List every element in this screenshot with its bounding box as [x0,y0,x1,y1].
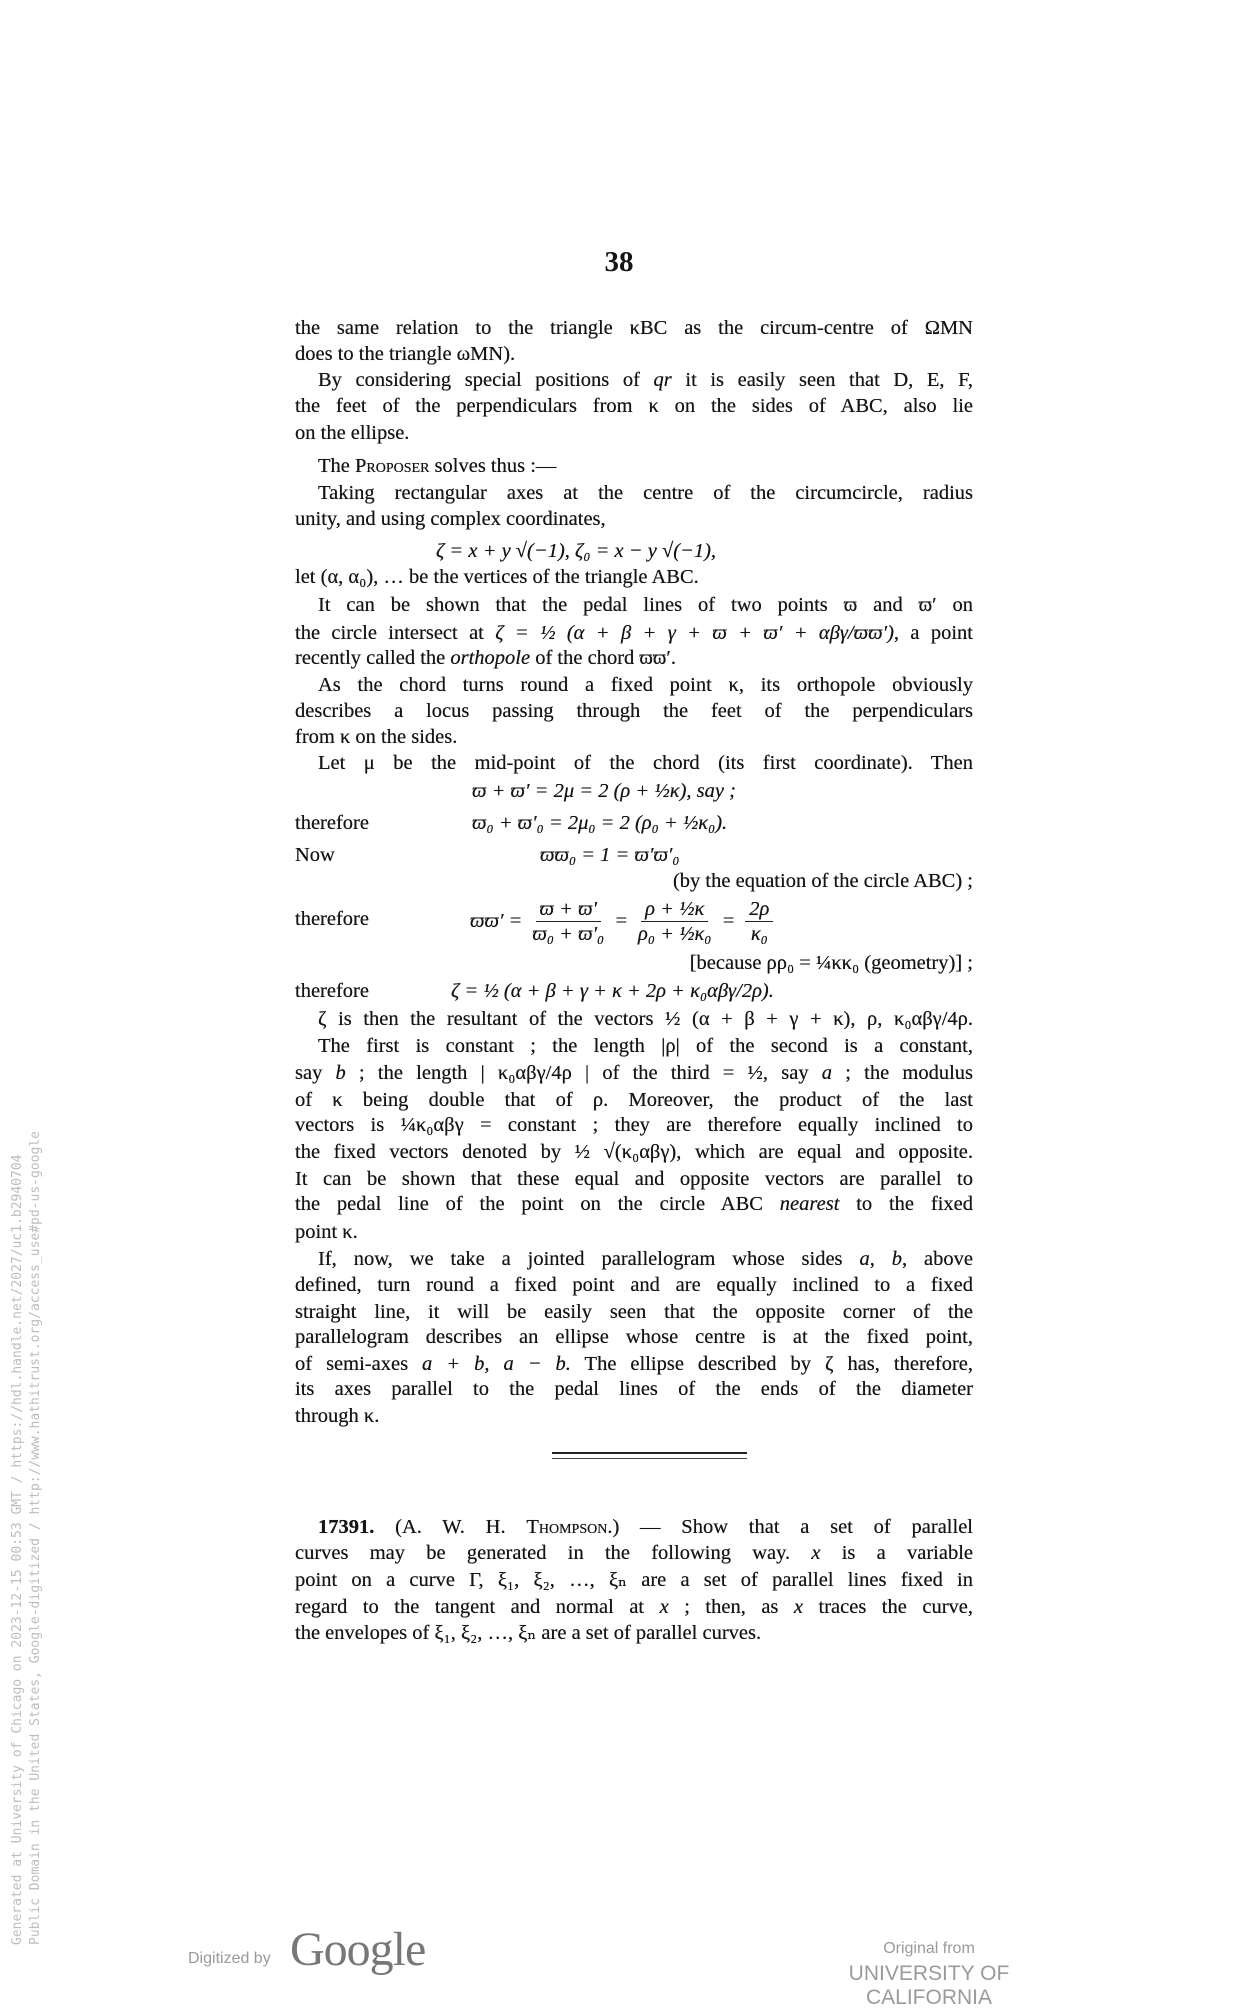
text-run: If, now, we take a jointed parallelogram whose sides [318,1248,860,1270]
text-line [295,315,973,341]
section-divider [552,1452,747,1454]
text-line [295,1006,973,1032]
text-line [295,1351,973,1377]
text-line [295,1540,973,1566]
text-line [295,724,973,750]
equation: ζ = ½ (α + β + γ + κ + 2ρ + κ₀αβγ/2ρ). [451,980,774,1002]
equation: (by the equation of the circle ABC) ; [672,870,973,892]
text-run: the pedal line of the point on the circle ABC [295,1193,780,1215]
text-run: vectors is ¼κ₀αβγ = constant ; they are therefore equally inclined to [295,1114,973,1136]
italic-run: x [659,1596,669,1618]
text-run: Let μ be the mid-point of the chord (its first coordinate). Then [318,752,973,774]
text-line [295,1594,973,1620]
text-run: does to the triangle ωMN). [295,343,516,365]
text-line [295,1191,973,1217]
text-run: let (α, α₀), … be the vertices of the triangle ABC. [295,566,699,588]
equation-line [295,978,973,1004]
equation-label: Now [295,844,335,866]
text-run: of semi-axes [295,1353,423,1375]
text-line [295,480,973,506]
text-line [295,420,973,446]
text-run: on the ellipse. [295,422,410,444]
fraction-denominator: ρ₀ + ½κ₀ [638,922,712,945]
text-line [295,1620,973,1646]
equation: ϖϖ₀ = 1 = ϖ′ϖ′₀ [540,844,680,866]
text-line [295,1299,973,1325]
italic-run: b [891,1248,903,1270]
digitized-by-label: Digitized by [188,1950,271,1967]
text-run: traces the curve, [803,1596,973,1618]
equals-sign: = [614,909,629,932]
text-run: ; the modulus [832,1062,973,1084]
text-run: unity, and using complex coordinates, [295,508,606,530]
italic-run: a + b, a − b. [422,1353,571,1375]
text-run: recently called the [295,647,451,669]
text-run: the circle intersect at [295,622,496,644]
text-line [295,1139,973,1165]
italic-run: ζ = ½ (α + β + γ + ϖ + ϖ′ + αβγ/ϖϖ′), [495,622,900,644]
text-run: ζ is then the resultant of the vectors ½ (α + β + γ + κ), ρ, κ₀αβγ/4ρ. [318,1008,973,1030]
equation-line [295,538,973,564]
text-run: As the chord turns round a fixed point κ, its orthopole obviously [318,674,973,696]
text-run: defined, turn round a fixed point and are equally inclined to a fixed [295,1274,973,1296]
italic-run: a [859,1248,870,1270]
text-run: describes a locus passing through the feet of the perpendiculars [295,700,973,722]
text-line [295,564,973,590]
equation-label: therefore [295,812,369,834]
equation-label: therefore [295,980,369,1002]
text-run: is a variable [820,1542,973,1564]
fraction-denominator: κ₀ [750,922,768,945]
text-run: point κ. [295,1221,358,1243]
text-run: of κ being double that of ρ. Moreover, the product of the last [295,1089,973,1111]
equation-line [295,893,973,949]
text-line [295,453,973,479]
text-run: The [318,455,355,477]
fraction-numerator: ρ + ½κ [641,897,708,922]
institution-label: UNIVERSITY OF CALIFORNIA [848,1962,1010,2009]
text-line [295,672,973,698]
text-run: ; then, as [668,1596,794,1618]
text-run: curves may be generated in the following way. [295,1542,812,1564]
text-line [295,341,973,367]
text-run: the fixed vectors denoted by ½ √(κ₀αβγ), which are equal and opposite. [295,1141,973,1163]
equation-line [295,842,973,868]
text-line [295,1033,973,1059]
small-caps-run: Thompson [526,1516,608,1538]
equation: ζ = x + y √(−1), ζ₀ = x − y √(−1), [436,540,717,562]
text-line [295,1403,973,1429]
text-line [295,1112,973,1138]
text-run: regard to the tangent and normal at [295,1596,660,1618]
equation-lhs: ϖϖ′ = [470,909,523,932]
question-number: 17391. [318,1516,375,1538]
text-run: through κ. [295,1405,380,1427]
text-run: The ellipse described by ζ has, therefore, [570,1353,973,1375]
text-run: to the fixed [839,1193,973,1215]
text-run: it is easily seen that D, E, F, [671,369,973,391]
text-run: solves thus :— [429,455,557,477]
equation-line [295,778,973,804]
equation: [because ρρ₀ = ¼κκ₀ (geometry)] ; [689,952,973,974]
text-line [295,1514,973,1540]
text-line [295,592,973,618]
equation-line [295,950,973,976]
italic-run: x [793,1596,804,1618]
text-line [295,698,973,724]
equation: ϖ₀ + ϖ′₀ = 2μ₀ = 2 (ρ₀ + ½κ₀). [472,812,728,834]
italic-run: qr [653,369,672,391]
text-line [295,1060,973,1086]
text-line [295,1272,973,1298]
text-line [295,1567,973,1593]
text-line [295,1376,973,1402]
text-line [295,1246,973,1272]
italic-run: x [811,1542,821,1564]
small-caps-run: Proposer [355,455,430,477]
fraction [638,897,711,946]
text-run: ; the length | κ₀αβγ/4ρ | of the third = ½, say [345,1062,822,1084]
text-run: straight line, it will be easily seen that the opposite corner of the [295,1301,973,1323]
text-run: its axes parallel to the pedal lines of the ends of the diameter [295,1378,973,1400]
text-run: parallelogram describes an ellipse whose centre is at the fixed point, [295,1326,973,1348]
text-run: The first is constant ; the length |ρ| of the second is a constant, [318,1035,973,1057]
text-line [295,393,973,419]
text-line [295,1166,973,1192]
section-divider-thin [552,1458,747,1459]
text-run: .) — Show that a set of parallel [607,1516,973,1538]
italic-run: a [821,1062,833,1084]
equation: ϖ + ϖ′ = 2μ = 2 (ρ + ½κ), say ; [472,780,736,802]
fraction-equation [470,893,773,949]
text-line [295,1087,973,1113]
text-run: the envelopes of ξ₁, ξ₂, …, ξₙ are a set of parallel curves. [295,1622,762,1644]
text-run: a point [899,622,973,644]
text-line [295,1219,973,1245]
equation-line [295,868,973,894]
italic-run: orthopole [450,647,531,669]
text-run: of the chord ϖϖ′. [530,647,676,669]
text-run: , above [902,1248,973,1270]
fraction [745,897,773,946]
text-run: point on a curve Γ, ξ₁, ξ₂, …, ξₙ are a set of parallel lines fixed in [295,1569,973,1591]
fraction-denominator: ϖ₀ + ϖ′₀ [532,922,605,945]
text-line [295,506,973,532]
equation-label: therefore [295,908,369,930]
google-logo: Google [290,1923,426,1976]
page-number: 38 [604,246,634,278]
equation-line [295,810,973,836]
text-run: from κ on the sides. [295,726,458,748]
fraction-numerator: ϖ + ϖ′ [536,897,602,922]
original-from-label: Original from [883,1940,975,1957]
text-run: Taking rectangular axes at the centre of the circumcircle, radius [318,482,973,504]
text-run: It can be shown that these equal and opposite vectors are parallel to [295,1168,973,1190]
equals-sign: = [721,909,736,932]
watermark-line-2: Public Domain in the United States, Google-digitized / http://www.hathitrust.org/access_use#pd-us-google [28,1131,43,1945]
watermark-line-1: Generated at University of Chicago on 2023-12-15 00:53 GMT / https://hdl.handle.net/2027/uc1.b2940704 [10,1154,25,1945]
text-run: By considering special positions of [318,369,654,391]
italic-run: nearest [779,1193,840,1215]
text-run: , [869,1248,892,1270]
text-line [295,1324,973,1350]
text-run: say [295,1062,336,1084]
italic-run: b [335,1062,346,1084]
text-run: the feet of the perpendiculars from κ on the sides of ABC, also lie [295,395,973,417]
text-run: (A. W. H. [374,1516,527,1538]
text-run: It can be shown that the pedal lines of two points ϖ and ϖ′ on [318,594,973,616]
text-line [295,620,973,646]
text-line [295,645,973,671]
text-run: the same relation to the triangle κBC as the circum-centre of ΩMN [295,317,973,339]
text-line [295,750,973,776]
text-line [295,367,973,393]
fraction [532,897,604,946]
fraction-numerator: 2ρ [745,897,773,922]
